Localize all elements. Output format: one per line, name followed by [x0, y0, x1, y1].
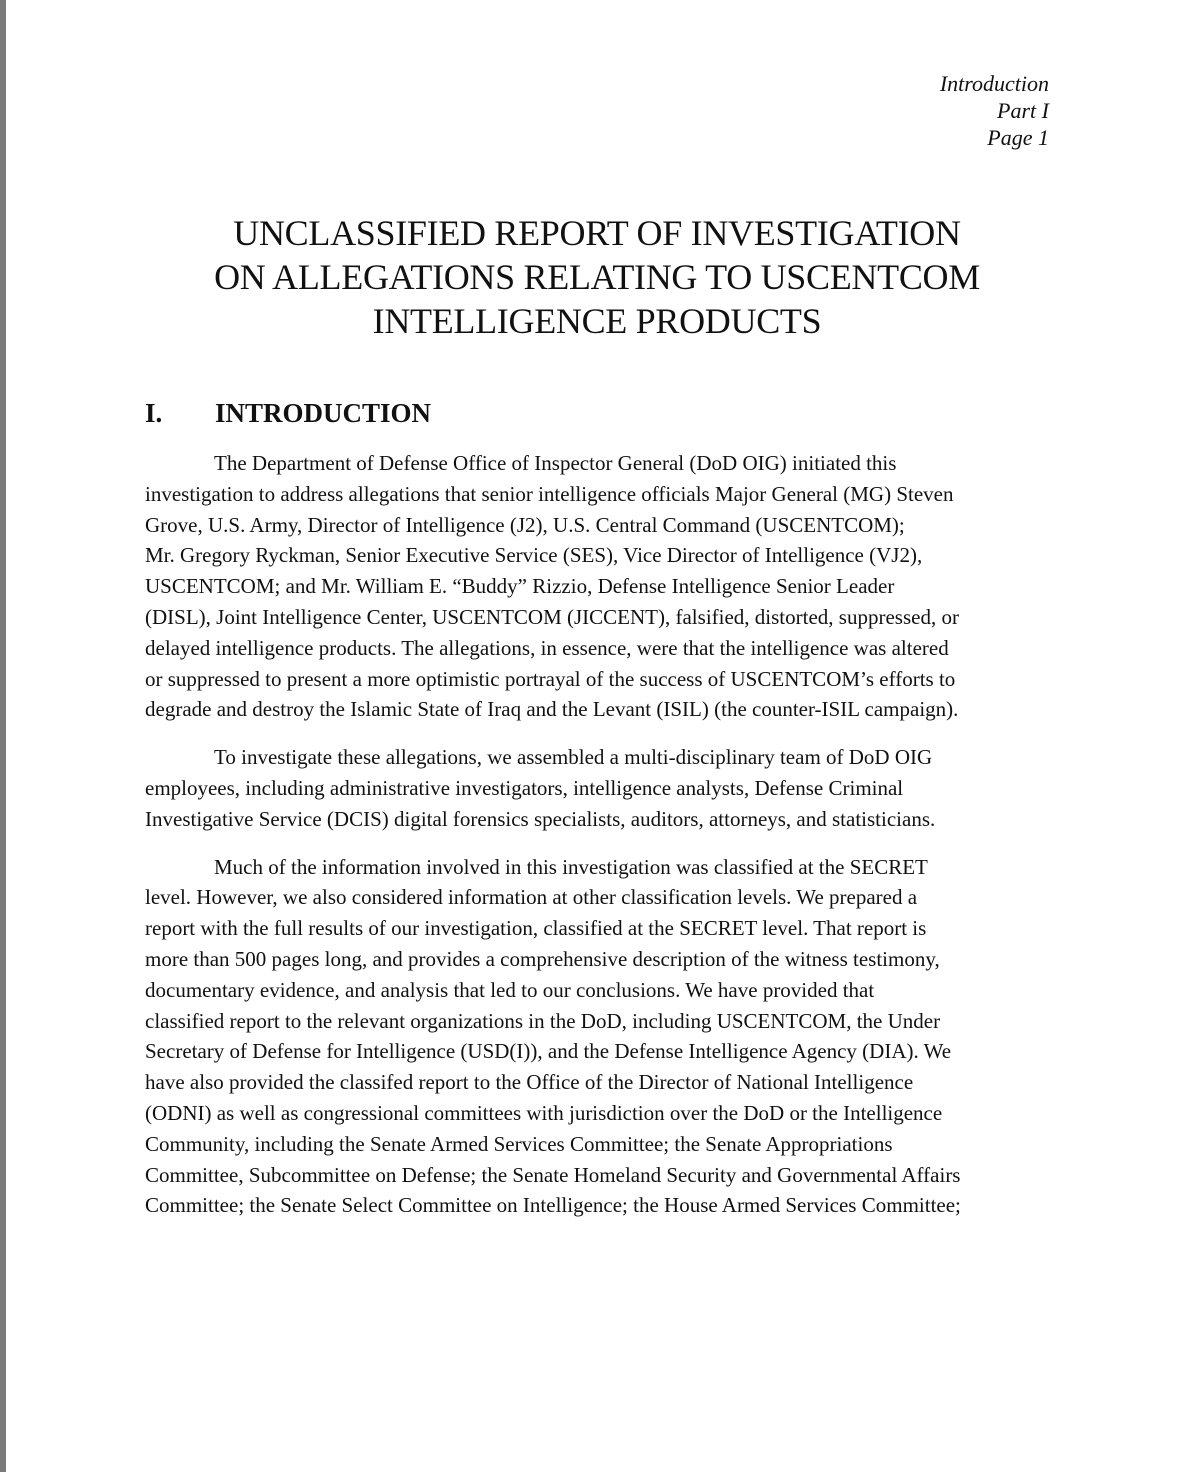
running-header-part: Part I — [997, 98, 1049, 123]
section-number: I. — [145, 398, 163, 428]
paragraph-line: documentary evidence, and analysis that led to our conclusions. We have provided that — [145, 977, 875, 1002]
paragraph-line: (ODNI) as well as congressional committees with jurisdiction over the DoD or the Intelligence — [145, 1100, 943, 1125]
running-header-page: Page 1 — [987, 125, 1049, 150]
paragraph-line: To investigate these allegations, we assembled a multi-disciplinary team of DoD OIG — [214, 745, 933, 770]
paragraph-line: USCENTCOM; and Mr. William E. “Buddy” Rizzio, Defense Intelligence Senior Leader — [145, 574, 895, 599]
document-title-line: UNCLASSIFIED REPORT OF INVESTIGATION — [233, 213, 961, 253]
document-title — [0, 211, 1181, 343]
document-title-line: INTELLIGENCE PRODUCTS — [372, 301, 822, 341]
paragraph-line: Investigative Service (DCIS) digital forensics specialists, auditors, attorneys, and statisticians. — [145, 806, 936, 831]
paragraph-line: Committee; the Senate Select Committee on Intelligence; the House Armed Services Committee; — [145, 1193, 961, 1218]
body-paragraph — [145, 448, 1055, 725]
body-paragraph — [145, 852, 1055, 1222]
paragraph-line: more than 500 pages long, and provides a comprehensive description of the witness testimony, — [145, 946, 940, 971]
paragraph-line: employees, including administrative investigators, intelligence analysts, Defense Criminal — [145, 775, 904, 800]
running-header — [940, 70, 1049, 151]
section-heading — [145, 395, 431, 431]
paragraph-line: investigation to address allegations that senior intelligence officials Major General (MG) Steven — [145, 481, 954, 506]
paragraph-line: classified report to the relevant organizations in the DoD, including USCENTCOM, the Under — [145, 1008, 941, 1033]
paragraph-line: report with the full results of our investigation, classified at the SECRET level. That report is — [145, 916, 927, 941]
paragraph-line: Much of the information involved in this investigation was classified at the SECRET — [214, 854, 928, 879]
paragraph-line: level. However, we also considered information at other classification levels. We prepared a — [145, 885, 918, 910]
paragraph-line: Community, including the Senate Armed Services Committee; the Senate Appropriations — [145, 1131, 893, 1156]
paragraph-line: or suppressed to present a more optimistic portrayal of the success of USCENTCOM’s efforts to — [145, 666, 956, 691]
paragraph-line: Grove, U.S. Army, Director of Intelligence (J2), U.S. Central Command (USCENTCOM); — [145, 512, 905, 537]
body-paragraph — [145, 742, 1055, 834]
paragraph-line: Committee, Subcommittee on Defense; the Senate Homeland Security and Governmental Affairs — [145, 1162, 961, 1187]
paragraph-line: Secretary of Defense for Intelligence (USD(I)), and the Defense Intelligence Agency (DIA). We — [145, 1039, 952, 1064]
paragraph-line: have also provided the classifed report to the Office of the Director of National Intelligence — [145, 1070, 914, 1095]
section-heading-text: INTRODUCTION — [215, 398, 432, 428]
paragraph-line: The Department of Defense Office of Inspector General (DoD OIG) initiated this — [214, 451, 897, 475]
paragraph-line: delayed intelligence products. The allegations, in essence, were that the intelligence was altered — [145, 635, 949, 660]
paragraph-line: (DISL), Joint Intelligence Center, USCENTCOM (JICCENT), falsified, distorted, suppressed, or — [145, 604, 959, 629]
body-text — [145, 448, 1055, 1238]
paragraph-line: degrade and destroy the Islamic State of Iraq and the Levant (ISIL) (the counter-ISIL campaign). — [145, 697, 959, 722]
paragraph-line: Mr. Gregory Ryckman, Senior Executive Service (SES), Vice Director of Intelligence (VJ2), — [145, 543, 923, 568]
running-header-section: Introduction — [939, 71, 1049, 96]
document-title-line: ON ALLEGATIONS RELATING TO USCENTCOM — [214, 257, 980, 297]
